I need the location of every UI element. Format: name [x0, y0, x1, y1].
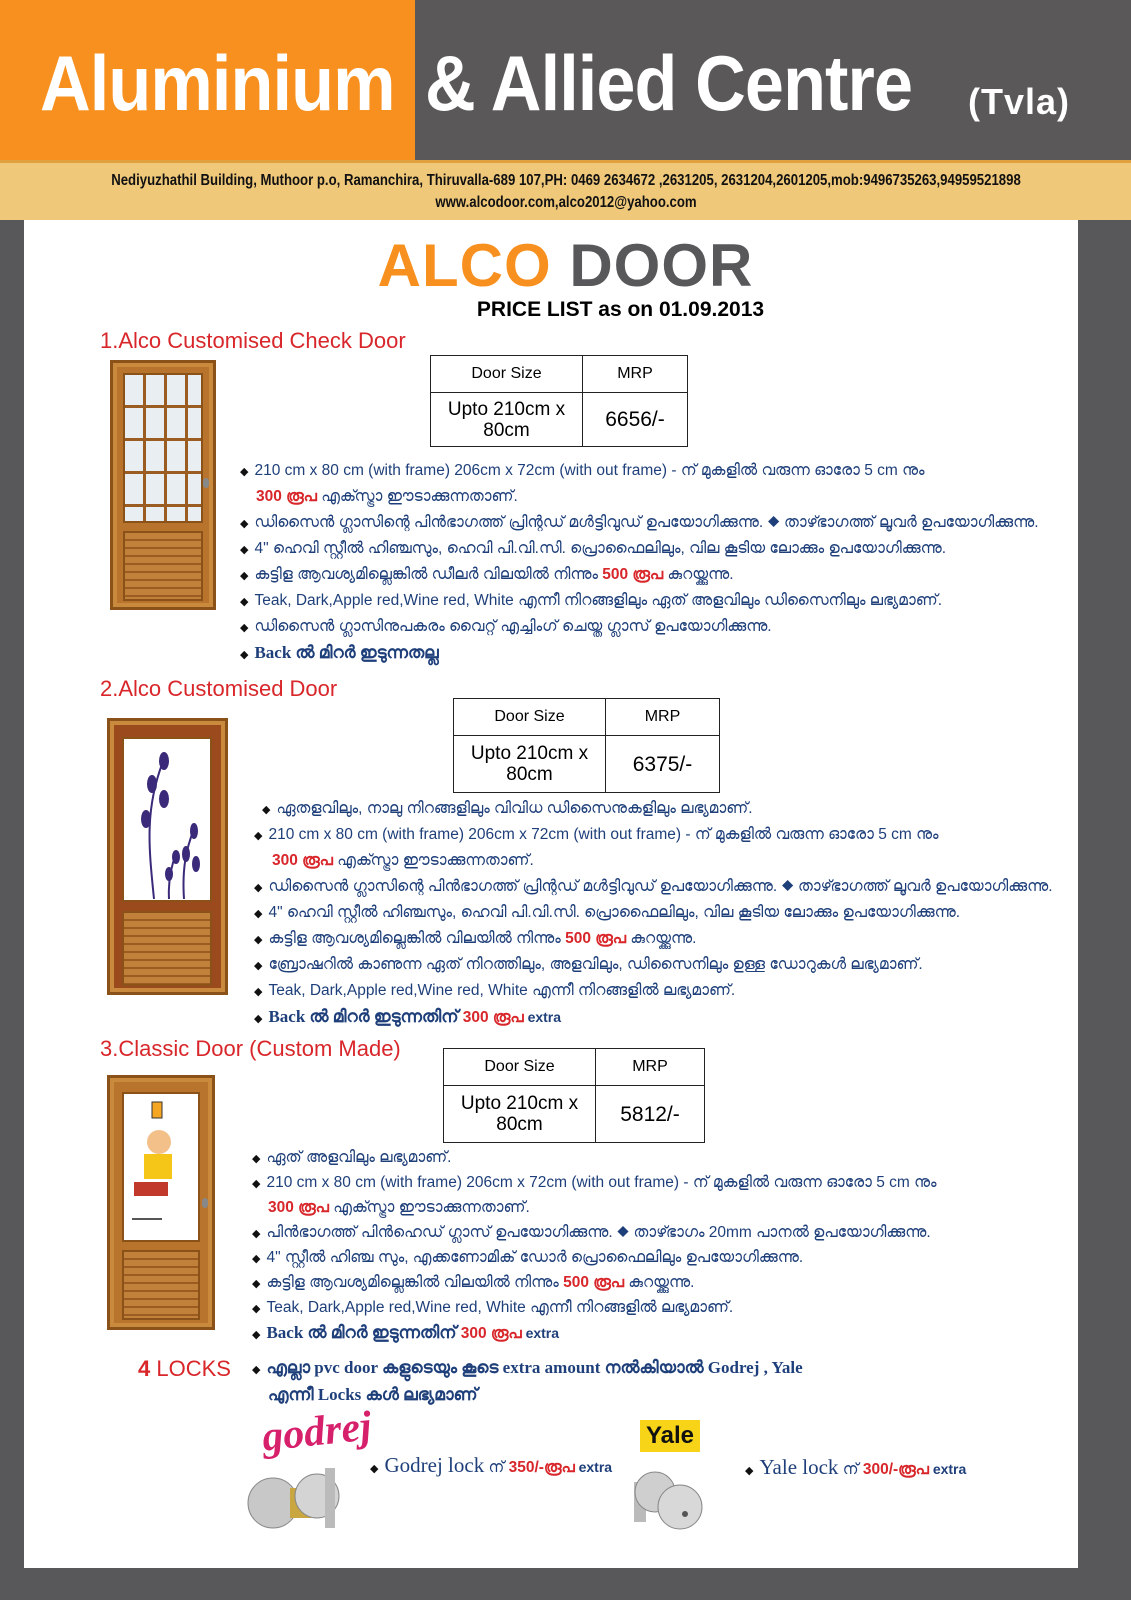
bullet-line — [240, 460, 925, 482]
brand-alco: ALCO — [377, 232, 552, 299]
text-segment: 500 രൂപ — [563, 1274, 625, 1291]
text-segment: കട്ടിള ആവശ്യമില്ലെങ്കിൽ വിലയിൽ നിന്നും — [268, 930, 566, 947]
door-size-value: Upto 210cm x 80cm — [431, 393, 583, 447]
bullet-line — [240, 642, 439, 664]
godrej-lock-image — [245, 1458, 345, 1533]
bullet-icon: ◆ — [240, 570, 249, 582]
leaf-design-icon — [124, 739, 210, 899]
text-segment: 300 രൂപ — [460, 1325, 522, 1342]
text-segment: 500 രൂപ — [602, 566, 664, 583]
text-segment: 4" ഹെവി സ്റ്റീൽ ഹിഞ്ചസും, ഹെവി പി.വി.സി. പ്രൊഫൈലിലും, വില കൂടിയ ലോക്കും ഉപയോഗിക്കുന്നു. — [254, 540, 946, 557]
mrp-value: 6656/- — [583, 393, 688, 447]
text-segment: ഡിസൈൻ ഗ്ലാസിനുപകരം വൈറ്റ് എച്ചിംഗ് ചെയ്ത ഗ്ലാസ് ഉപയോഗിക്കുന്നു. — [254, 618, 772, 635]
bullet-line — [268, 1197, 530, 1219]
bullet-line — [252, 1172, 937, 1194]
bullet-icon: ◆ — [254, 960, 263, 972]
price-table — [430, 355, 688, 447]
mrp-value: 5812/- — [596, 1086, 705, 1143]
text-segment: Yale lock — [759, 1455, 839, 1479]
locks-label: LOCKS — [156, 1356, 231, 1381]
bullet-icon: ◆ — [240, 649, 249, 661]
text-segment: കുറയ്ക്കുന്നു. — [624, 1274, 695, 1291]
bullet-icon: ◆ — [252, 1178, 261, 1190]
text-segment: 210 cm x 80 cm (with frame) 206cm x 72cm (with out frame) - ന് മുകളിൽ വരുന്ന ഓരോ 5 cm നും — [254, 462, 925, 479]
text-segment: Back ൽ മിറർ ഇടുന്നതിന് — [266, 1323, 461, 1342]
godrej-lock-price — [370, 1454, 612, 1476]
col-door-size: Door Size — [444, 1049, 596, 1086]
text-segment: extra — [928, 1461, 967, 1477]
bullet-line — [262, 798, 753, 820]
bullet-icon: ◆ — [254, 830, 263, 842]
bullet-line — [240, 616, 772, 638]
text-segment: ഡിസൈൻ ഗ്ലാസിന്റെ പിൻഭാഗത്ത് പ്രിന്റഡ് മൾട്ടിവുഡ് ഉപയോഗിക്കുന്നു. ◆ താഴ്ഭാഗത്ത് ലൂവർ ഉപയോഗിക്കുന്നു. — [254, 514, 1039, 531]
yale-lock-price — [745, 1456, 966, 1478]
mrp-value: 6375/- — [606, 736, 720, 793]
price-table — [453, 698, 720, 793]
text-segment: 500 രൂപ — [565, 930, 627, 947]
bullet-line — [252, 1357, 803, 1379]
bullet-icon: ◆ — [252, 1228, 261, 1240]
bullet-line — [240, 590, 942, 612]
door-size-value: Upto 210cm x 80cm — [454, 736, 606, 793]
yale-logo: Yale — [640, 1420, 700, 1452]
text-segment: extra — [521, 1325, 560, 1341]
text-segment: extra — [574, 1459, 613, 1475]
bullet-icon: ◆ — [240, 466, 249, 478]
section-name: Alco Customised Check Door — [118, 328, 406, 353]
bullet-icon: ◆ — [262, 804, 271, 816]
text-segment: 300 രൂപ — [256, 488, 317, 505]
bullet-line — [254, 1006, 561, 1028]
bullet-line — [252, 1247, 803, 1269]
text-segment: 4" സ്റ്റീൽ ഹിഞ്ച സും, എക്കണോമിക് ഡോർ പ്രൊഫൈലിലും ഉപയോഗിക്കുന്നു. — [266, 1249, 804, 1266]
text-segment: ഡിസൈൻ ഗ്ലാസിന്റെ പിൻഭാഗത്ത് പ്രിന്റഡ് മൾട്ടിവുഡ് ഉപയോഗിക്കുന്നു. ◆ താഴ്ഭാഗത്ത് ലൂവർ ഉപയോഗിക്കുന്നു. — [268, 878, 1053, 895]
classic-door-image — [107, 1075, 215, 1330]
bullet-line — [268, 1384, 478, 1406]
section-name: Alco Customised Door — [118, 676, 338, 701]
text-segment: 210 cm x 80 cm (with frame) 206cm x 72cm (with out frame) - ന് മുകളിൽ വരുന്ന ഓരോ 5 cm നും — [266, 1174, 937, 1191]
bullet-icon: ◆ — [240, 622, 249, 634]
text-segment: Teak, Dark,Apple red,Wine red, White എന്നീ നിറങ്ങളിൽ ലഭ്യമാണ്. — [266, 1299, 734, 1316]
text-segment: 300 രൂപ — [272, 852, 333, 869]
bullet-line — [254, 928, 696, 950]
text-segment: പിൻഭാഗത്ത് പിൻഹെഡ് ഗ്ലാസ് ഉപയോഗിക്കുന്നു. ◆ താഴ്ഭാഗം 20mm പാനൽ ഉപയോഗിക്കുന്നു. — [266, 1224, 931, 1241]
col-door-size: Door Size — [431, 356, 583, 393]
bullet-line — [254, 876, 1053, 898]
section-title — [100, 676, 337, 702]
header-title-right: & Allied Centre — [425, 39, 913, 127]
bullet-icon: ◆ — [240, 544, 249, 556]
col-mrp: MRP — [583, 356, 688, 393]
text-segment: Teak, Dark,Apple red,Wine red, White എന്നീ നിറങ്ങളിലും ഏത് അളവിലും ഡിസൈനിലും ലഭ്യമാണ്. — [254, 592, 943, 609]
bullet-line — [252, 1222, 931, 1244]
godrej-logo: godrej — [259, 1403, 374, 1461]
bullet-line — [252, 1147, 452, 1169]
text-segment: എന്നീ Locks കൾ ലഭ്യമാണ് — [268, 1385, 478, 1404]
bullet-icon: ◆ — [252, 1329, 261, 1341]
header-title-left: Aluminium — [40, 39, 395, 127]
customised-door-image — [107, 718, 228, 995]
text-segment: Teak, Dark,Apple red,Wine red, White എന്നീ നിറങ്ങളിൽ ലഭ്യമാണ്. — [268, 982, 736, 999]
bullet-icon: ◆ — [240, 596, 249, 608]
text-segment: എക്സ്ട്രാ ഈടാക്കുന്നതാണ്. — [332, 852, 534, 869]
text-segment: കുറയ്ക്കുന്നു. — [663, 566, 734, 583]
text-segment: കട്ടിള ആവശ്യമില്ലെങ്കിൽ ഡീലർ വിലയിൽ നിന്നും — [254, 566, 603, 583]
text-segment: 210 cm x 80 cm (with frame) 206cm x 72cm (with out frame) - ന് മുകളിൽ വരുന്ന ഓരോ 5 cm നും — [268, 826, 939, 843]
price-list-date: PRICE LIST as on 01.09.2013 — [476, 298, 765, 321]
text-segment: കട്ടിള ആവശ്യമില്ലെങ്കിൽ വിലയിൽ നിന്നും — [266, 1274, 564, 1291]
bullet-icon: ◆ — [252, 1364, 261, 1376]
text-segment: എല്ലാ pvc door കളുടെയും കൂടെ extra amount നൽകിയാൽ Godrej , Yale — [266, 1358, 803, 1377]
section-title — [100, 1036, 401, 1062]
text-segment: Godrej lock — [384, 1453, 485, 1477]
section-number: 1. — [100, 328, 119, 353]
text-segment: 300/-രൂപ — [862, 1461, 929, 1478]
text-segment: എക്സ്ട്രാ ഈടാക്കുന്നതാണ്. — [328, 1199, 530, 1216]
bullet-line — [256, 486, 518, 508]
bullet-line — [252, 1297, 733, 1319]
text-segment: ഏത് അളവിലും ലഭ്യമാണ്. — [266, 1149, 452, 1166]
section-number: 3. — [100, 1036, 119, 1061]
bullet-icon: ◆ — [252, 1303, 261, 1315]
bullet-line — [254, 954, 923, 976]
bullet-icon: ◆ — [745, 1465, 754, 1477]
text-segment: Back ൽ മിറർ ഇടുന്നതല്ല — [254, 643, 439, 662]
bullet-icon: ◆ — [252, 1278, 261, 1290]
bullet-icon: ◆ — [252, 1153, 261, 1165]
bullet-line — [272, 850, 534, 872]
text-segment: 350/-രൂപ — [508, 1459, 575, 1476]
text-segment: 4" ഹെവി സ്റ്റീൽ ഹിഞ്ചസും, ഹെവി പി.വി.സി. പ്രൊഫൈലിലും, വില കൂടിയ ലോക്കും ഉപയോഗിക്കുന്നു. — [268, 904, 960, 921]
text-segment: extra — [523, 1009, 562, 1025]
col-door-size: Door Size — [454, 699, 606, 736]
bullet-line — [254, 824, 939, 846]
section-title — [100, 328, 406, 354]
section-name: Classic Door (Custom Made) — [118, 1036, 401, 1061]
bullet-icon: ◆ — [240, 518, 249, 530]
bullet-icon: ◆ — [254, 1013, 263, 1025]
text-segment: ഏതളവിലും, നാലു നിറങ്ങളിലും വിവിധ ഡിസൈനുകളിലും ലഭ്യമാണ്. — [276, 800, 753, 817]
bullet-line — [254, 902, 960, 924]
text-segment: 300 രൂപ — [268, 1199, 329, 1216]
yale-lock-image — [630, 1462, 708, 1530]
check-door-image — [110, 360, 216, 610]
address-text: Nediyuzhathil Building, Muthoor p.o, Ramanchira, Thiruvalla-689 107,PH: 0469 2634672 ,2631205, 2631204,2601205,mob:9496735263,94959521898 — [110, 172, 1021, 189]
col-mrp: MRP — [596, 1049, 705, 1086]
price-table — [443, 1048, 705, 1143]
bullet-icon: ◆ — [254, 882, 263, 894]
bullet-line — [254, 980, 735, 1002]
locks-title — [138, 1356, 231, 1382]
header-title-suffix: (Tvla) — [968, 81, 1071, 122]
bullet-line — [240, 564, 734, 586]
col-mrp: MRP — [606, 699, 720, 736]
section-number: 2. — [100, 676, 119, 701]
brand-title — [0, 232, 1131, 299]
brand-door: DOOR — [569, 232, 754, 299]
bullet-icon: ◆ — [252, 1253, 261, 1265]
bullet-line — [252, 1322, 559, 1344]
bullet-icon: ◆ — [254, 986, 263, 998]
text-segment: 300 രൂപ — [462, 1009, 524, 1026]
text-segment: ന് — [484, 1459, 509, 1476]
text-segment: ന് — [838, 1461, 863, 1478]
contact-band — [0, 160, 1131, 220]
text-segment: എക്സ്ട്രാ ഈടാക്കുന്നതാണ്. — [316, 488, 518, 505]
bullet-line — [240, 538, 946, 560]
web-email-text: www.alcodoor.com,alco2012@yahoo.com — [434, 194, 697, 211]
bullet-line — [252, 1272, 694, 1294]
locks-number: 4 — [138, 1356, 151, 1381]
text-segment: ബ്രോഷറിൽ കാണുന്ന ഏത് നിറത്തിലും, അളവിലും, ഡിസൈനിലും ഉള്ള ഡോറുകൾ ലഭ്യമാണ്. — [268, 956, 923, 973]
bullet-line — [240, 512, 1039, 534]
bullet-icon: ◆ — [254, 908, 263, 920]
text-segment: Back ൽ മിറർ ഇടുന്നതിന് — [268, 1007, 463, 1026]
door-size-value: Upto 210cm x 80cm — [444, 1086, 596, 1143]
bullet-icon: ◆ — [254, 934, 263, 946]
cartoon-reader-design-icon — [124, 1094, 198, 1240]
text-segment: കുറയ്ക്കുന്നു. — [626, 930, 697, 947]
bullet-icon: ◆ — [370, 1463, 379, 1475]
